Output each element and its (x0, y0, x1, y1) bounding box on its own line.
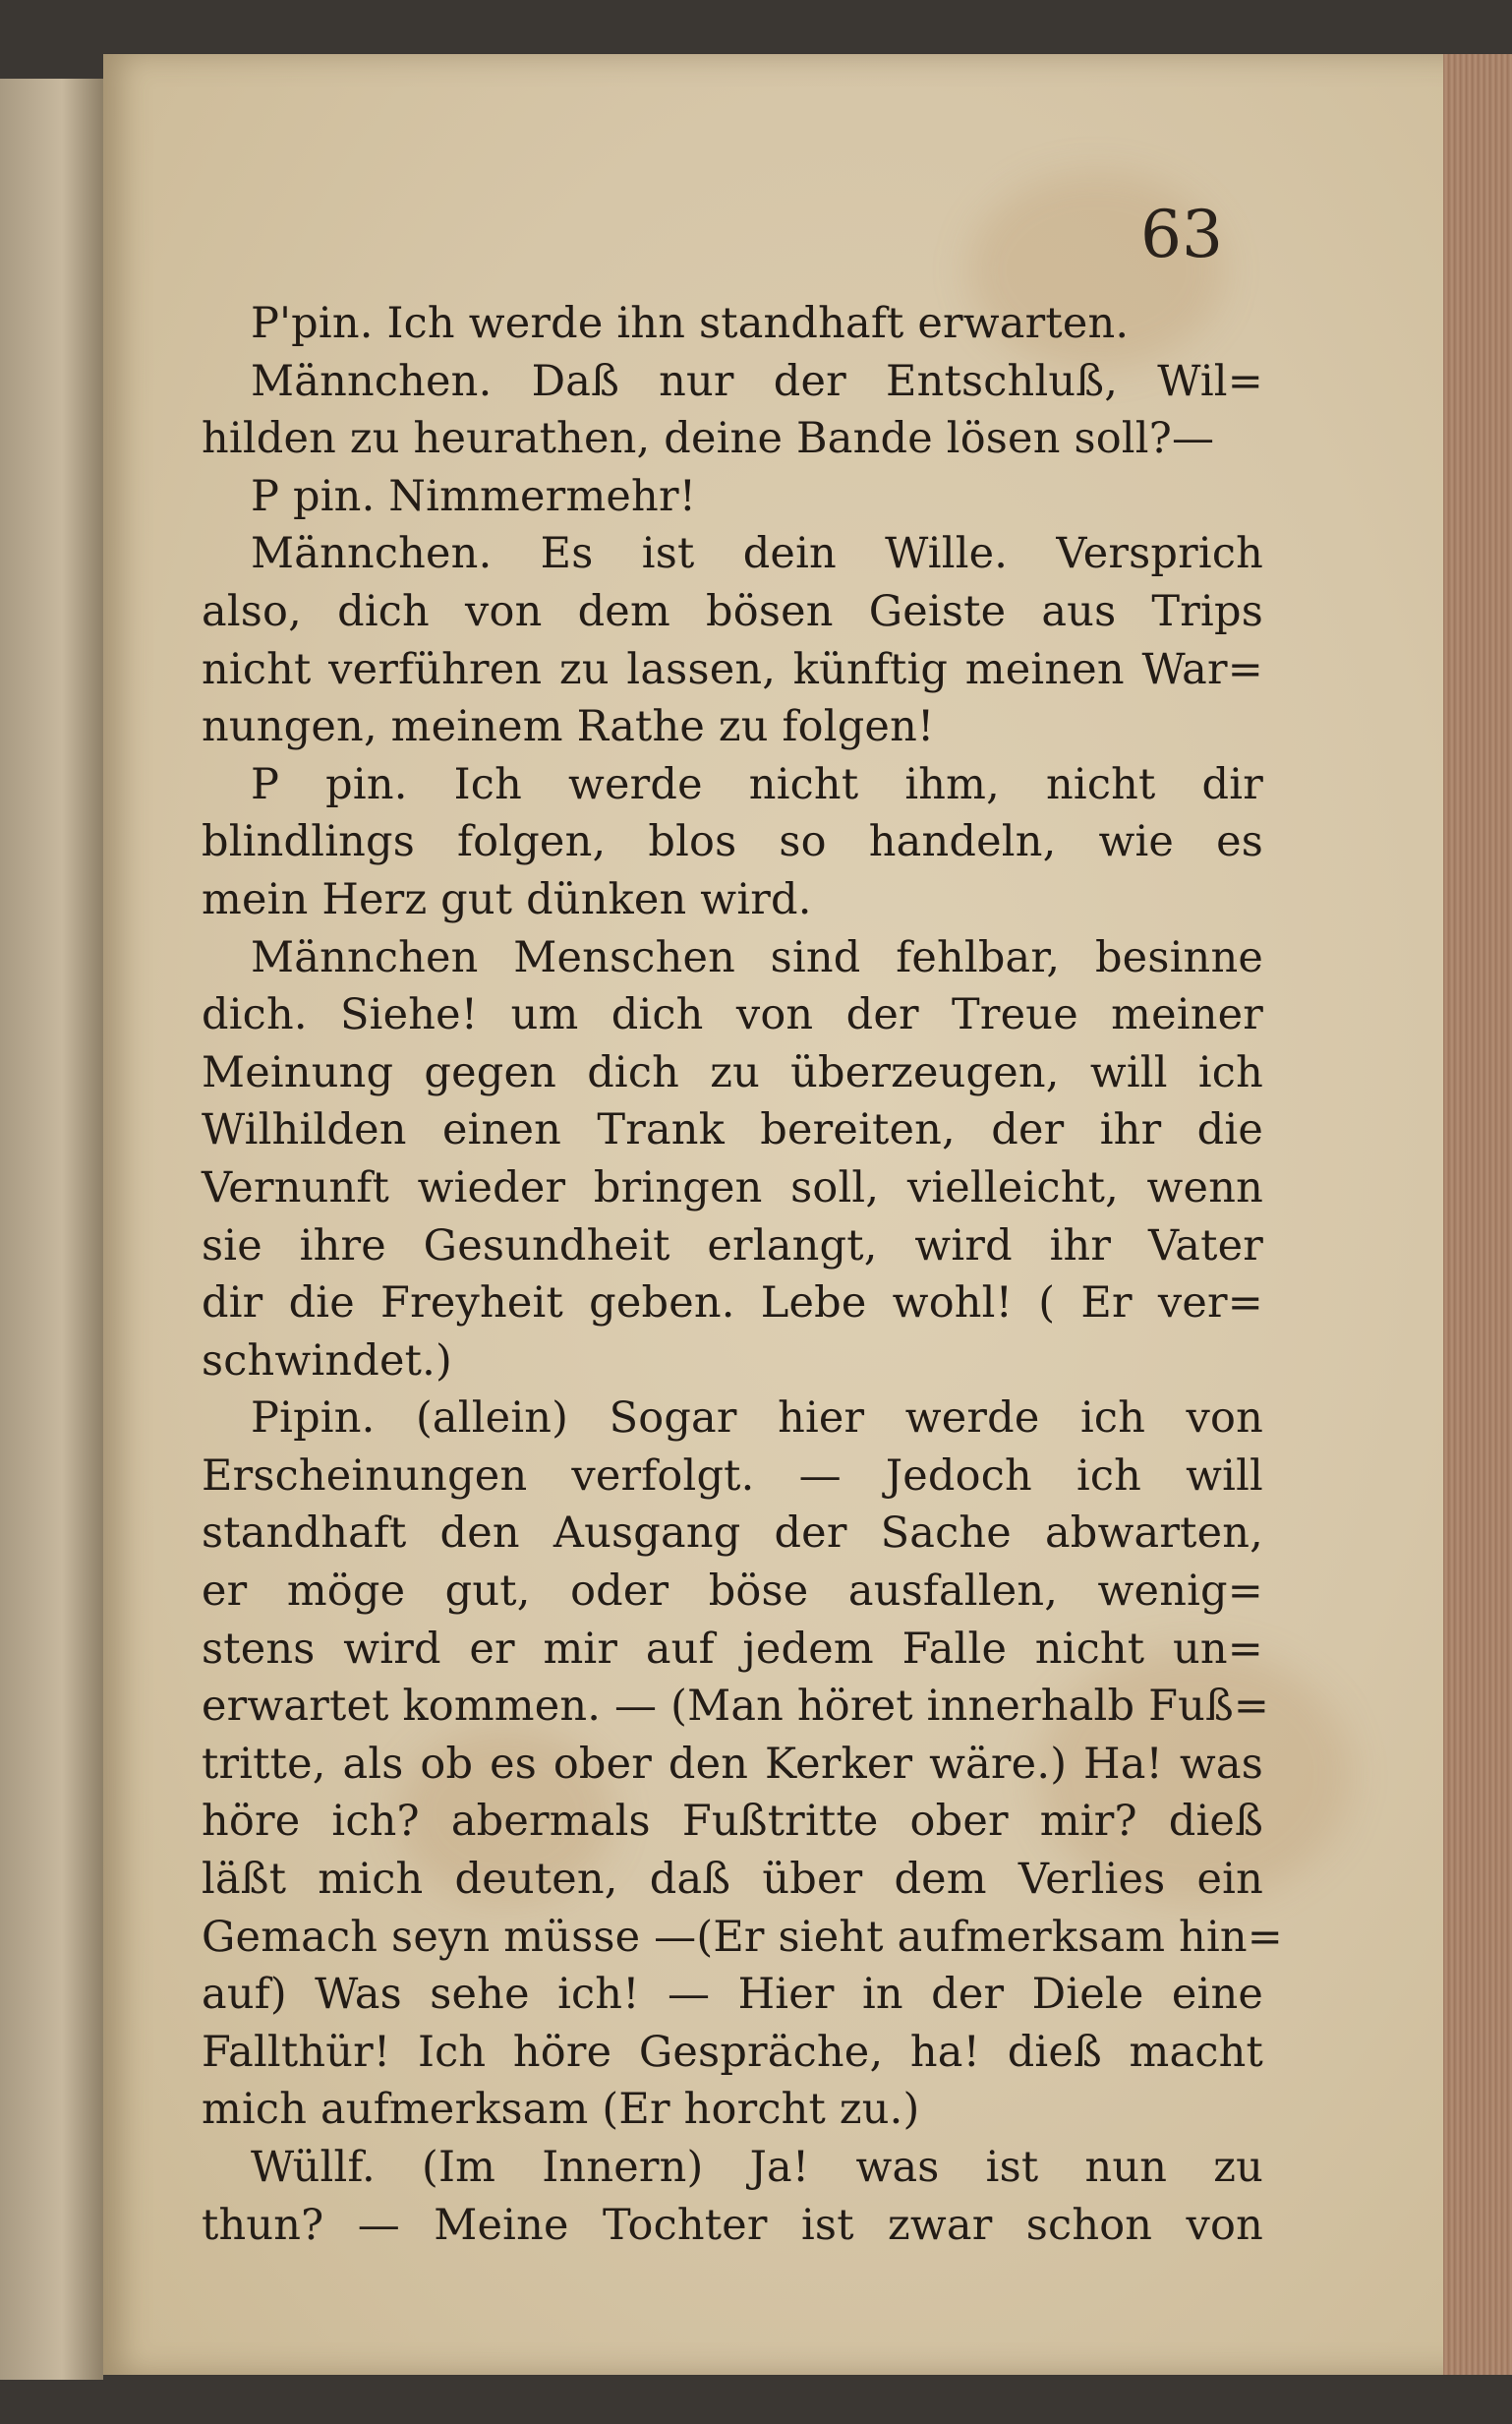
page-number: 63 (1140, 197, 1223, 272)
text-line: thun? — Meine Tochter ist zwar schon von (202, 2200, 1263, 2250)
text-line: blindlings folgen, blos so handeln, wie es (202, 817, 1263, 867)
text-line: Wüllf. (Im Innern) Ja! was ist nun zu (251, 2143, 1263, 2192)
text-line: P'pin. Ich werde ihn standhaft erwarten. (251, 299, 1130, 348)
text-line: dir die Freyheit geben. Lebe wohl! ( Er ver= (202, 1278, 1263, 1329)
text-line: schwindet.) (202, 1335, 452, 1386)
text-line: Fallthür! Ich höre Gespräche, ha! dieß macht (202, 2027, 1263, 2077)
text-line: Erscheinungen verfolgt. — Jedoch ich will (202, 1450, 1263, 1501)
text-line: nicht verführen zu lassen, künftig meinen War= (202, 644, 1263, 694)
text-line: P pin. Ich werde nicht ihm, nicht dir (251, 759, 1263, 809)
text-line: Vernunft wieder bringen soll, vielleicht, wenn (202, 1162, 1263, 1212)
text-line: Pipin. (allein) Sogar hier werde ich von (251, 1393, 1263, 1444)
text-line: hilden zu heurathen, deine Bande lösen soll?— (202, 414, 1215, 464)
text-line: tritte, als ob es ober den Kerker wäre.) Ha! was (202, 1739, 1263, 1789)
text-line: auf) Was sehe ich! — Hier in der Diele eine (202, 1970, 1263, 2020)
text-line: Männchen Menschen sind fehlbar, besinne (251, 932, 1263, 982)
text-line: P pin. Nimmermehr! (251, 471, 697, 521)
text-line: dich. Siehe! um dich von der Treue meiner (202, 990, 1263, 1040)
text-line: sie ihre Gesundheit erlangt, wird ihr Vater (202, 1220, 1263, 1271)
text-line: erwartet kommen. — (Man höret innerhalb Fuß= (202, 1682, 1270, 1732)
body-text (202, 295, 1284, 2254)
text-line: Männchen. Es ist dein Wille. Versprich (251, 529, 1263, 579)
text-line: höre ich? abermals Fußtritte ober mir? dieß (202, 1797, 1263, 1847)
text-line: Meinung gegen dich zu überzeugen, will ich (202, 1047, 1263, 1097)
text-line: standhaft den Ausgang der Sache abwarten, (202, 1508, 1263, 1559)
text-line: mich aufmerksam (Er horcht zu.) (202, 2085, 920, 2135)
text-line: Gemach seyn müsse —(Er sieht aufmerksam hin= (202, 1912, 1284, 1962)
text-line: nungen, meinem Rathe zu folgen! (202, 702, 935, 752)
left-page-edge (0, 79, 103, 2380)
text-line: mein Herz gut dünken wird. (202, 874, 812, 924)
text-line: Männchen. Daß nur der Entschluß, Wil= (251, 356, 1263, 406)
text-line: läßt mich deuten, daß über dem Verlies ein (202, 1855, 1263, 1905)
page-stack-edge (1443, 54, 1512, 2375)
text-line: er möge gut, oder böse ausfallen, wenig= (202, 1567, 1263, 1617)
text-line: stens wird er mir auf jedem Falle nicht un= (202, 1624, 1263, 1674)
text-line: Wilhilden einen Trank bereiten, der ihr die (202, 1105, 1263, 1155)
text-line: also, dich von dem bösen Geiste aus Trips (202, 586, 1263, 636)
